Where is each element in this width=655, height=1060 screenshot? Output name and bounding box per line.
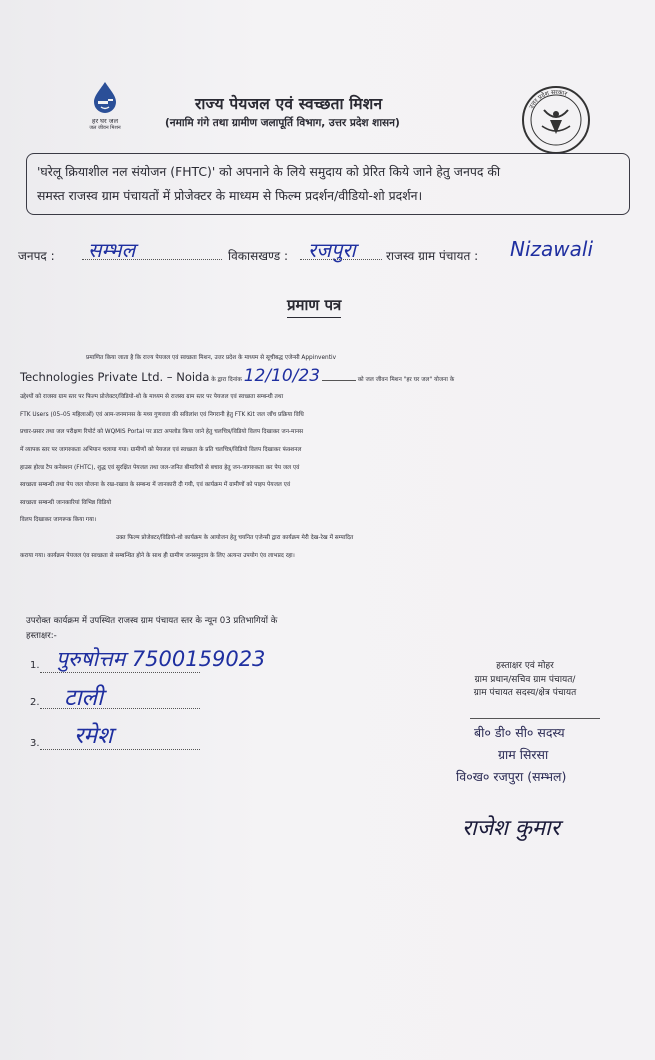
panchayat-value: Nizawali xyxy=(510,237,593,261)
agency-name: Technologies Private Ltd. – Noida xyxy=(20,369,210,384)
logo-caption: हर घर जल xyxy=(92,117,118,125)
body-line: स्वच्छता सम्बन्धी तथा पेय जल योजना के रख-रखाव के सम्बन्ध में जानकारी दी गयी, एवं कार्यक्रम में ग्रामीणों को पाइप पेयजल एवं xyxy=(20,482,291,489)
certificate-heading: प्रमाण पत्र xyxy=(287,295,341,318)
date-value: 12/10/23 xyxy=(243,365,321,386)
up-govt-emblem-icon xyxy=(520,84,592,156)
page-title: राज्य पेयजल एवं स्वच्छता मिशन xyxy=(195,95,383,113)
block-value: रजपुरा xyxy=(308,238,356,262)
logo-subcaption: जल जीवन मिशन xyxy=(89,125,121,131)
body-line: प्रमाणित किया जाता है कि राज्य पेयजल एवं स्वच्छता मिशन, उत्तर प्रदेश के माध्यम से सूचीबद्ध एजेन्सी Appinventiv xyxy=(86,355,337,361)
signatory-label xyxy=(440,660,610,701)
signatory-label-line: ग्राम प्रधान/सचिव ग्राम पंचायत/ xyxy=(474,674,576,685)
body-line: में व्यापक स्तर पर जागरुकता अभियान चलाया गया। ग्रामीणों को पेयजल एवं स्वच्छता के प्रति चलचित्र/विडियो विलप दिखाकर फंक्शनल xyxy=(20,446,302,453)
panchayat-label: राजस्व ग्राम पंचायत : xyxy=(386,249,479,263)
emblem-caption: उत्तर प्रदेश सरकार xyxy=(528,88,568,110)
stamp-line: बी० डी० सी० सदस्य xyxy=(474,725,565,740)
signature-line xyxy=(470,718,600,719)
participant-number: 2. xyxy=(30,697,40,708)
body-line: हाउस होल्ड टैप कनेक्शन (FHTC), शुद्ध एवं सुरक्षित पेयजल तथा जल-जनित बीमारियों से बचाव हेतु जन-जागरुकता कर पेय जल एवं xyxy=(20,464,300,471)
participant-signature: रमेश xyxy=(74,723,113,749)
har-ghar-jal-logo xyxy=(78,80,132,140)
water-drop-icon xyxy=(88,80,122,114)
stamp-line: वि०ख० रजपुरा (सम्भल) xyxy=(456,769,567,784)
participant-signature: टाली xyxy=(64,685,104,711)
official-signature: राजेश कुमार xyxy=(462,816,560,841)
block-line xyxy=(300,259,382,260)
body-line: उद्देश्यों को राजस्व ग्राम स्तर पर फिल्म प्रोजेक्टर/विडियो-शो के माध्यम से राजस्व ग्राम स्तर पर पेयजल एवं स्वच्छता सम्बन्धी तथा xyxy=(20,394,284,401)
participant-number: 3. xyxy=(30,738,40,749)
topic-box xyxy=(26,153,630,215)
block-label: विकासखण्ड : xyxy=(228,249,289,263)
topic-line-1: 'घरेलू क्रियाशील नल संयोजन (FHTC)' को अपनाने के लिये समुदाय को प्रेरित किये जाने हेतु जनपद की xyxy=(37,164,501,179)
body-line xyxy=(20,365,638,390)
participant-signature: पुरुषोत्तम 7500159023 xyxy=(56,647,266,671)
location-fields xyxy=(18,237,638,267)
body-line: उक्त फिल्म प्रोजेक्टर/विडियो-शो कार्यक्रम के आयोजन हेतु चयनित एजेन्सी द्वारा कार्यक्रम मेरी देख-रेख में सम्पादित xyxy=(116,534,354,541)
participant-line xyxy=(40,749,200,750)
certificate-body xyxy=(20,350,638,565)
page-subtitle: (नमामि गंगे तथा ग्रामीण जलापूर्ति विभाग, उत्तर प्रदेश शासन) xyxy=(165,117,400,129)
stamp-line: ग्राम सिरसा xyxy=(498,747,549,762)
participants-heading xyxy=(26,614,386,644)
participant-number: 1. xyxy=(30,660,40,671)
body-fragment: के द्वारा दिनांक xyxy=(211,376,242,383)
participants-heading-line: हस्ताक्षर:- xyxy=(26,631,57,641)
body-fragment: को जल जीवन मिशन "हर घर जल" योजना के xyxy=(357,376,455,383)
district-value: सम्भल xyxy=(88,238,136,262)
svg-text:उत्तर प्रदेश सरकार xyxy=(528,89,568,110)
participants-heading-line: उपरोक्त कार्यक्रम में उपस्थित राजस्व ग्राम पंचायत स्तर के न्यून 03 प्रतिभागियों के xyxy=(26,616,278,626)
district-line xyxy=(82,259,222,260)
date-line xyxy=(322,380,356,381)
signatory-label-line: ग्राम पंचायत सदस्य/क्षेत्र पंचायत xyxy=(473,688,577,698)
body-line: विलप दिखाकर जागरूक किया गया। xyxy=(20,517,97,524)
district-label: जनपद : xyxy=(18,249,55,263)
body-line: कराया गया। कार्यक्रम पेयजल एंव स्वच्छता से सम्बन्धित होने के साथ ही ग्रामीण जनसमुदाय के लिए अत्यन्त उपयोग एंव लाभप्रद रहा। xyxy=(20,552,295,559)
body-line: FTK Users (05–05 महिलाओं) एवं आम-जनमानस के मध्य गुणवत्ता की सविलांश एवं निगरानी हेतु FTK Kit जल जाँच प्रक्रिया विधि xyxy=(20,411,304,418)
official-stamp xyxy=(450,722,620,788)
body-line: स्वच्छता सम्बन्धी जानकारियां विभिन्न विडियो xyxy=(20,499,112,506)
signatory-label-line: हस्ताक्षर एवं मोहर xyxy=(496,661,554,671)
body-line: प्रचार-प्रसार तथा जल परीक्षण रिपोर्ट को WQMIS Portal पर डाटा अपलोड किया जाने हेतु चलचित्र/विडियो विलप दिखाकर जन-मानस xyxy=(20,429,304,436)
topic-line-2: समस्त राजस्व ग्राम पंचायतों में प्रोजेक्टर के माध्यम से फिल्म प्रदर्शन/वीडियो-शो प्रदर्शन। xyxy=(37,188,423,203)
